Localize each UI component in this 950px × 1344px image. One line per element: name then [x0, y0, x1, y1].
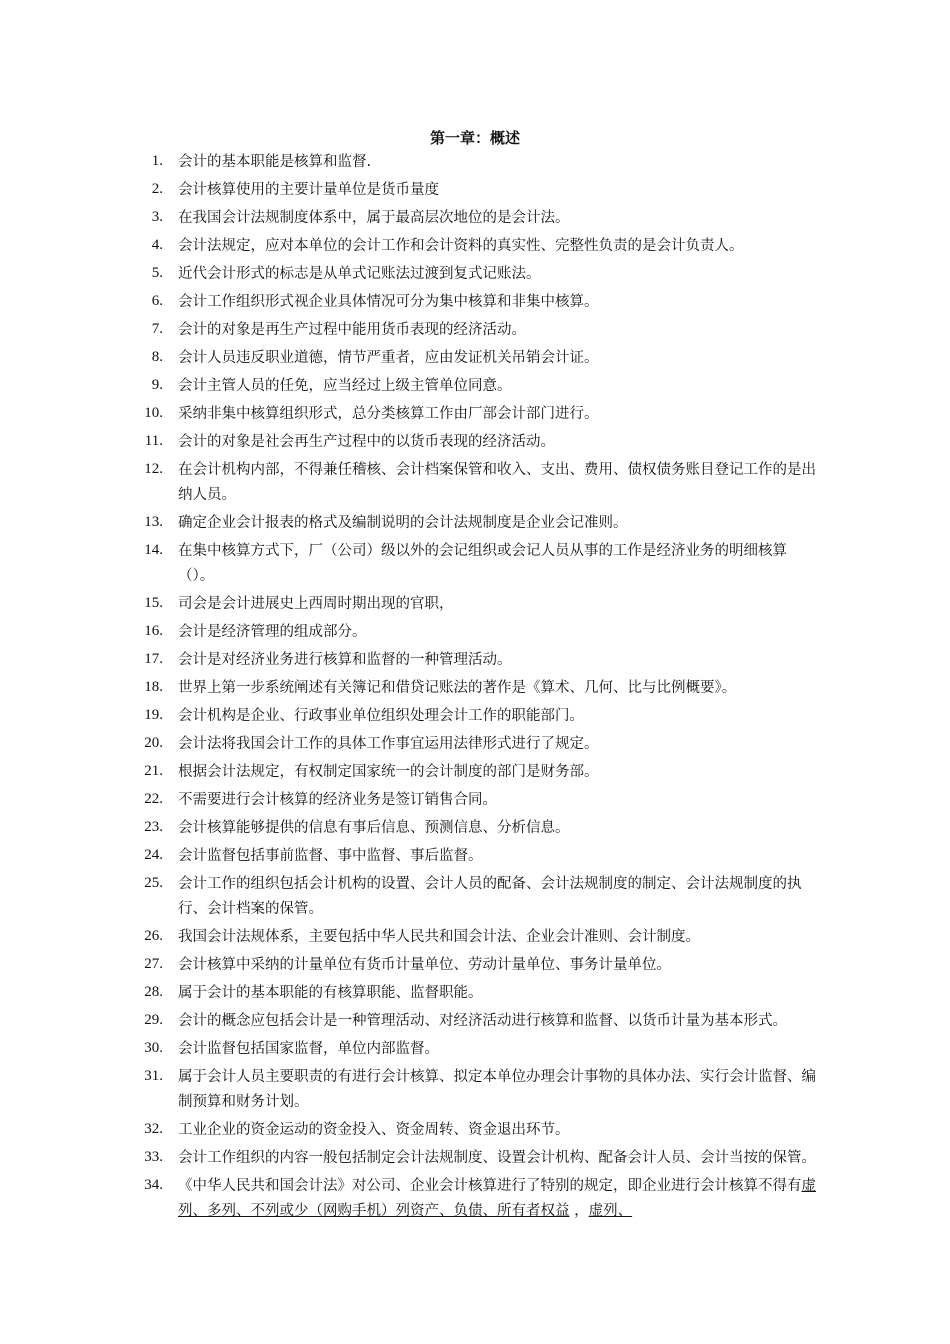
item-text [178, 1174, 823, 1224]
item-text: 会计人员违反职业道德，情节严重者，应由发证机关吊销会计证。 [178, 350, 599, 366]
list-item [0, 262, 823, 287]
list-item [0, 816, 823, 841]
underlined-text: 虚列、多列、不列或少（网购手机）列资产、负债、所有者权益 [178, 1178, 816, 1219]
item-number: 33. [144, 1149, 163, 1165]
item-text: 会计的基本职能是核算和监督. [178, 154, 372, 170]
item-number: 31. [144, 1068, 163, 1084]
item-number: 7. [151, 321, 163, 337]
item-number: 1. [151, 153, 163, 169]
item-text: 会计监督包括事前监督、事中监督、事后监督。 [178, 848, 483, 864]
item-number: 2. [151, 181, 163, 197]
item-text: 属于会计的基本职能的有核算职能、监督职能。 [178, 985, 483, 1001]
list-item [0, 1174, 823, 1224]
item-text: 在集中核算方式下，厂（公司）级以外的会记组织或会记人员从事的工作是经济业务的明细核算（）。 [178, 543, 787, 584]
item-text: 会计法规定，应对本单位的会计工作和会计资料的真实性、完整性负责的是会计负责人。 [178, 238, 744, 254]
list-item [0, 539, 823, 589]
list-item [0, 1009, 823, 1034]
item-number: 24. [144, 847, 163, 863]
item-number: 14. [144, 542, 163, 558]
list-item [0, 732, 823, 757]
list-item [0, 1037, 823, 1062]
list-item [0, 234, 823, 259]
list-item [0, 511, 823, 536]
list-item [0, 206, 823, 231]
item-text: 会计是对经济业务进行核算和监督的一种管理活动。 [178, 652, 512, 668]
list-item [0, 704, 823, 729]
list-item [0, 430, 823, 455]
item-number: 6. [151, 293, 163, 309]
item-text: 不需要进行会计核算的经济业务是签订销售合同。 [178, 792, 497, 808]
item-text: 会计机构是企业、行政事业单位组织处理会计工作的职能部门。 [178, 708, 584, 724]
item-text: 采纳非集中核算组织形式，总分类核算工作由厂部会计部门进行。 [178, 406, 599, 422]
list-item [0, 1146, 823, 1171]
list-item [0, 676, 823, 701]
list-item [0, 953, 823, 978]
item-number: 19. [144, 707, 163, 723]
list-item [0, 648, 823, 673]
item-number: 16. [144, 623, 163, 639]
item-text: 会计工作组织形式视企业具体情况可分为集中核算和非集中核算。 [178, 294, 599, 310]
item-text: 确定企业会计报表的格式及编制说明的会计法规制度是企业会记准则。 [178, 515, 628, 531]
item-number: 11. [144, 433, 163, 449]
list-item [0, 346, 823, 371]
item-number: 20. [144, 735, 163, 751]
item-text: 会计法将我国会计工作的具体工作事宜运用法律形式进行了规定。 [178, 736, 599, 752]
item-number: 30. [144, 1040, 163, 1056]
item-text: 会计监督包括国家监督，单位内部监督。 [178, 1041, 439, 1057]
list-item [0, 760, 823, 785]
item-text: 会计的对象是社会再生产过程中的以货币表现的经济活动。 [178, 434, 555, 450]
item-number: 12. [144, 461, 163, 477]
list-item [0, 788, 823, 813]
item-number: 25. [144, 875, 163, 891]
item-text: 会计工作的组织包括会计机构的设置、会计人员的配备、会计法规制度的制定、会计法规制度的执行、会计档案的保管。 [178, 876, 802, 917]
list-item [0, 844, 823, 869]
item-number: 29. [144, 1012, 163, 1028]
chapter-title: 第一章：概述 [429, 129, 520, 147]
list-item [0, 458, 823, 508]
item-number: 4. [151, 237, 163, 253]
list-item [0, 290, 823, 315]
list-item [0, 872, 823, 922]
statement-list [0, 150, 823, 1227]
item-number: 34. [144, 1177, 163, 1193]
item-number: 17. [144, 651, 163, 667]
item-text: 属于会计人员主要职责的有进行会计核算、拟定本单位办理会计事物的具体办法、实行会计监督、编制预算和财务计划。 [178, 1069, 816, 1110]
item-text: 根据会计法规定，有权制定国家统一的会计制度的部门是财务部。 [178, 764, 599, 780]
item-text: 工业企业的资金运动的资金投入、资金周转、资金退出环节。 [178, 1122, 570, 1138]
item-number: 5. [151, 265, 163, 281]
item-text: 会计是经济管理的组成部分。 [178, 624, 367, 640]
item-text: 我国会计法规体系，主要包括中华人民共和国会计法、企业会计准则、会计制度。 [178, 929, 700, 945]
list-item [0, 981, 823, 1006]
item-text: 会计核算使用的主要计量单位是货币量度 [178, 182, 439, 198]
list-item [0, 402, 823, 427]
item-text: 会计的对象是再生产过程中能用货币表现的经济活动。 [178, 322, 526, 338]
list-item [0, 178, 823, 203]
item-number: 3. [151, 209, 163, 225]
item-text: 会计工作组织的内容一般包括制定会计法规制度、设置会计机构、配备会计人员、会计当按的保管。 [178, 1150, 816, 1166]
list-item [0, 925, 823, 950]
item-number: 15. [144, 595, 163, 611]
item-text: 在会计机构内部，不得兼任稽核、会计档案保管和收入、支出、费用、债权债务账目登记工作的是出纳人员。 [178, 462, 816, 503]
item-text: 会计核算能够提供的信息有事后信息、预测信息、分析信息。 [178, 820, 570, 836]
item-text: 会计主管人员的任免，应当经过上级主管单位同意。 [178, 378, 512, 394]
list-item [0, 1065, 823, 1115]
item-number: 27. [144, 956, 163, 972]
list-item [0, 620, 823, 645]
item-number: 21. [144, 763, 163, 779]
item-number: 9. [151, 377, 163, 393]
list-item [0, 318, 823, 343]
item-number: 23. [144, 819, 163, 835]
item-number: 8. [151, 349, 163, 365]
item-text: 在我国会计法规制度体系中，属于最高层次地位的是会计法。 [178, 210, 570, 226]
item-text: 会计的概念应包括会计是一种管理活动、对经济活动进行核算和监督、以货币计量为基本形式。 [178, 1013, 787, 1029]
item-number: 10. [144, 405, 163, 421]
item-text-part: ， [569, 1203, 589, 1219]
item-number: 13. [144, 514, 163, 530]
item-number: 26. [144, 928, 163, 944]
item-number: 32. [144, 1121, 163, 1137]
list-item [0, 1118, 823, 1143]
item-number: 22. [144, 791, 163, 807]
item-number: 28. [144, 984, 163, 1000]
item-text-part: 《中华人民共和国会计法》对公司、企业会计核算进行了特别的规定，即企业进行会计核算不得有 [178, 1178, 802, 1194]
item-text: 世界上第一步系统阐述有关簿记和借贷记账法的著作是《算术、几何、比与比例概要》。 [178, 680, 737, 696]
item-number: 18. [144, 679, 163, 695]
list-item [0, 592, 823, 617]
list-item [0, 150, 823, 175]
item-text: 会计核算中采纳的计量单位有货币计量单位、劳动计量单位、事务计量单位。 [178, 957, 671, 973]
item-text: 近代会计形式的标志是从单式记账法过渡到复式记账法。 [178, 266, 541, 282]
underlined-text: 虚列、 [588, 1203, 633, 1219]
list-item [0, 374, 823, 399]
item-text: 司会是会计进展史上西周时期出现的官职， [178, 596, 454, 612]
